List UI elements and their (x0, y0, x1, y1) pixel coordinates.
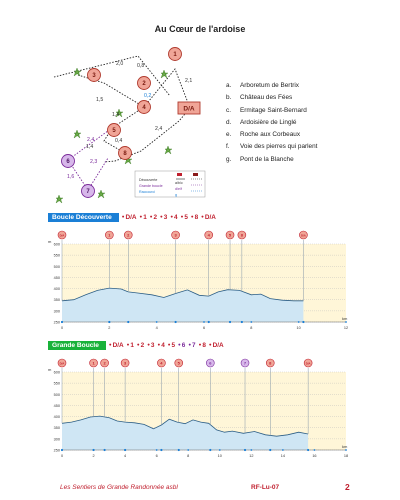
x-tick-label: 6 (202, 326, 206, 330)
svg-text:6: 6 (66, 159, 70, 166)
waypoint-label: 7 (243, 360, 247, 366)
x-tick-label: 18 (343, 454, 349, 458)
distance-label: 1,5 (96, 97, 104, 103)
y-tick-label: 500 (53, 392, 60, 397)
x-tick-dot (156, 449, 158, 451)
place-item: b. Château des Fées (226, 94, 293, 102)
route-marker: ● 1 (127, 342, 134, 349)
x-tick-dot (298, 321, 300, 323)
y-tick-label: 500 (53, 264, 60, 269)
legend-swatch-dark (193, 173, 198, 176)
distance-label: 1,4 (112, 112, 120, 118)
star-icon-b (161, 70, 168, 78)
route-marker: ● D/A (122, 214, 137, 221)
distance-label: 2,4 (155, 126, 163, 132)
waypoint-label: 1 (108, 232, 111, 238)
x-tick-label: 2 (92, 454, 95, 458)
distance-label: 2,1 (185, 78, 193, 84)
waypoint-axis-dot (208, 321, 210, 323)
waypoint-axis-dot (124, 449, 126, 451)
distance-label: 0,4 (115, 138, 123, 144)
page-title: Au Cœur de l'ardoise (154, 24, 246, 34)
waypoint-axis-dot (241, 321, 243, 323)
waypoint-label: 8 (240, 232, 243, 238)
map-node-2 (138, 77, 151, 90)
waypoint-axis-dot (302, 321, 304, 323)
x-tick-label: 4 (155, 326, 158, 330)
grande-band-title: Grande Boucle (48, 341, 106, 350)
svg-text:4: 4 (142, 105, 146, 112)
map-node-start (178, 102, 200, 114)
waypoint-label: 4 (207, 232, 210, 238)
waypoint-label: D/A (59, 361, 65, 366)
route-marker: ● 8 (191, 214, 198, 221)
x-tick-label: 2 (108, 326, 111, 330)
footer-route-code: RF-Lu-07 (251, 484, 280, 491)
decouverte-band (48, 213, 216, 222)
route-marker: ● 8 (199, 342, 206, 349)
route-marker: ● D/A (109, 342, 124, 349)
star-icon-f (74, 130, 81, 138)
y-tick-label: 350 (53, 298, 60, 303)
y-tick-label: 300 (53, 309, 60, 314)
waypoint-label: 1 (92, 360, 95, 366)
route-marker: ● 7 (188, 342, 195, 349)
y-tick-label: 250 (53, 320, 60, 325)
map-node-8 (119, 147, 132, 160)
distance-label: 0,2 (144, 93, 152, 99)
waypoint-axis-dot (92, 449, 94, 451)
waypoint-axis-dot (160, 449, 162, 451)
map-node-3 (88, 69, 101, 82)
waypoint-label: 2 (103, 360, 106, 366)
y-axis-label: m (48, 367, 52, 372)
star-icon-c (165, 146, 172, 154)
waypoint-axis-dot (104, 449, 106, 451)
waypoint-axis-dot (307, 449, 309, 451)
decouverte-band-title: Boucle Découverte (48, 213, 119, 222)
x-tick-label: 10 (217, 454, 222, 458)
y-tick-label: 400 (53, 415, 60, 420)
route-marker: ● 4 (157, 342, 164, 349)
waypoint-axis-dot (178, 449, 180, 451)
waypoint-axis-dot (269, 449, 271, 451)
map-node-1 (169, 48, 182, 61)
route-marker: ● 5 (168, 342, 175, 349)
x-tick-label: 16 (312, 454, 317, 458)
svg-text:8: 8 (123, 151, 127, 158)
y-tick-label: 600 (53, 370, 60, 375)
distance-label: 2,3 (90, 159, 98, 165)
svg-text:7: 7 (86, 189, 90, 196)
decouverte-elevation-chart (40, 226, 360, 336)
waypoint-label: D/A (300, 233, 306, 238)
place-item: e. Roche aux Corbeaux (226, 131, 301, 139)
route-marker: ● 6 (178, 342, 185, 349)
place-item: f. Voie des pierres qui parlent (226, 143, 318, 151)
waypoint-label: D/A (59, 233, 65, 238)
place-item: a. Arboretum de Bertrix (226, 82, 299, 89)
waypoint-label: 6 (209, 360, 212, 366)
waypoint-axis-dot (244, 449, 246, 451)
x-axis-label: km (342, 444, 348, 449)
legend-code: d/e/f (175, 187, 182, 191)
x-tick-dot (345, 321, 347, 323)
route-marker: ● 1 (139, 214, 146, 221)
y-tick-label: 450 (53, 275, 60, 280)
waypoint-axis-dot (209, 449, 211, 451)
place-item: c. Ermitage Saint-Bernard (226, 106, 307, 114)
x-tick-dot (156, 321, 158, 323)
map-node-4 (138, 101, 151, 114)
waypoint-axis-dot (61, 449, 63, 451)
x-tick-label: 0 (60, 454, 64, 458)
y-tick-label: 550 (53, 253, 60, 258)
distance-label: 2,4 (87, 137, 95, 143)
page-number: 2 (345, 482, 350, 492)
route-marker: ● 2 (137, 342, 144, 349)
y-tick-label: 600 (53, 242, 60, 247)
distance-label: 1,4 (86, 144, 94, 150)
place-item: g. Pont de la Blanche (226, 155, 294, 163)
route-marker: ● D/A (201, 214, 216, 221)
map-node-7 (82, 185, 95, 198)
x-tick-label: 10 (296, 326, 301, 330)
waypoint-label: 3 (174, 232, 177, 238)
map-legend (135, 171, 205, 197)
x-tick-dot (345, 449, 347, 451)
legend-label: Raccourci (139, 190, 155, 194)
y-axis-label: m (48, 239, 52, 244)
waypoint-axis-dot (61, 321, 63, 323)
x-tick-dot (250, 321, 252, 323)
route-marker: ● 2 (150, 214, 157, 221)
x-tick-label: 8 (187, 454, 190, 458)
svg-text:2: 2 (142, 81, 146, 88)
waypoint-axis-dot (127, 321, 129, 323)
y-tick-label: 350 (53, 426, 60, 431)
svg-text:3: 3 (92, 73, 96, 80)
grande-elevation-chart (40, 354, 360, 464)
star-icon-g (56, 195, 63, 203)
y-tick-label: 400 (53, 287, 60, 292)
x-tick-label: 8 (250, 326, 253, 330)
waypoint-label: 3 (123, 360, 127, 366)
waypoint-label: D/A (305, 361, 311, 366)
waypoint-label: 2 (127, 232, 130, 238)
star-icon-a (74, 68, 81, 76)
legend-label: Grande boucle (139, 184, 163, 188)
footer-organization: Les Sentiers de Grande Randonnée asbl (60, 484, 178, 491)
waypoint-label: 5 (177, 360, 180, 366)
grande-marker-list (109, 342, 224, 349)
decouverte-marker-list (122, 214, 216, 221)
waypoint-label: 5 (228, 232, 232, 238)
x-tick-dot (187, 449, 189, 451)
x-axis-label: km (342, 316, 348, 321)
x-tick-label: 12 (343, 326, 349, 330)
x-tick-dot (314, 449, 316, 451)
distance-label: 0,8 (137, 63, 145, 69)
route-marker: ● 5 (181, 214, 188, 221)
legend-swatch-red (177, 173, 182, 176)
waypoint-label: 4 (160, 360, 163, 366)
svg-text:D/A: D/A (183, 105, 195, 113)
x-tick-dot (219, 449, 221, 451)
route-marker: ● 3 (160, 214, 167, 221)
place-item: d. Ardoisière de Linglé (226, 118, 297, 126)
svg-text:1: 1 (173, 52, 177, 59)
map-node-5 (108, 124, 121, 137)
route-map (40, 40, 220, 210)
route-segment-3-1-da (54, 56, 170, 96)
legend-code: a/b/c (175, 181, 183, 185)
waypoint-axis-dot (229, 321, 231, 323)
x-tick-dot (282, 449, 284, 451)
y-tick-label: 300 (53, 437, 60, 442)
star-icon-h (98, 190, 105, 198)
place-list (226, 80, 317, 166)
grande-band (48, 341, 224, 350)
x-tick-label: 12 (249, 454, 254, 458)
y-tick-label: 450 (53, 403, 60, 408)
waypoint-axis-dot (108, 321, 110, 323)
distance-label: 2,0 (116, 61, 124, 67)
x-tick-label: 4 (124, 454, 127, 458)
route-marker: ● D/A (209, 342, 224, 349)
route-marker: ● 3 (147, 342, 154, 349)
waypoint-label: 8 (269, 360, 272, 366)
map-node-6 (62, 155, 75, 168)
x-tick-dot (203, 321, 205, 323)
waypoint-axis-dot (175, 321, 177, 323)
distance-label: 1,6 (67, 174, 75, 180)
svg-text:5: 5 (112, 128, 116, 135)
x-tick-label: 14 (280, 454, 286, 458)
x-tick-dot (250, 449, 252, 451)
x-tick-label: 0 (60, 326, 64, 330)
x-tick-label: 6 (155, 454, 158, 458)
legend-code: g (175, 193, 177, 197)
legend-label: Découverte (139, 178, 158, 182)
y-tick-label: 550 (53, 381, 60, 386)
y-tick-label: 250 (53, 448, 60, 453)
route-marker: ● 4 (170, 214, 177, 221)
